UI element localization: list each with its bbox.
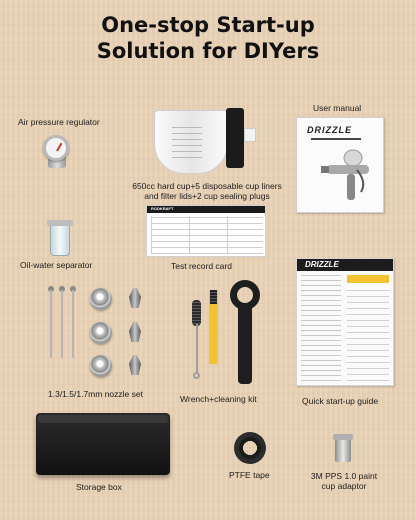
- yellow-brush-bristles: [210, 290, 217, 304]
- air-cap-3: [90, 355, 112, 377]
- separator-label: Oil-water separator: [20, 260, 93, 270]
- cup-measure-lines: [172, 122, 202, 158]
- separator-cap: [47, 220, 73, 226]
- cup-adaptor: [335, 436, 351, 462]
- cup-label-line-2: and filter lids+2 cup sealing plugs: [144, 191, 270, 201]
- box-lid: [38, 415, 168, 423]
- manual-subtitle-line: [311, 138, 361, 140]
- nozzle-set-label: 1.3/1.5/1.7mm nozzle set: [48, 389, 143, 399]
- manual-brand: DRIZZLE: [307, 125, 352, 135]
- brush-bristles: [192, 300, 201, 326]
- guide-label: Quick start-up guide: [302, 396, 379, 406]
- guide-brand: DRIZZLE: [305, 260, 339, 269]
- ptfe-label: PTFE tape: [229, 470, 270, 480]
- needle-1: [50, 290, 52, 358]
- fluid-nozzle-2: [129, 322, 141, 342]
- test-record-card: [146, 205, 266, 257]
- cup-label-line-1: 650cc hard cup+5 disposable cup liners: [132, 181, 282, 191]
- guide-text-left: [301, 275, 341, 381]
- spray-gun-icon: [313, 148, 375, 204]
- regulator-gauge-icon: [43, 135, 69, 161]
- wrench-label: Wrench+cleaning kit: [180, 394, 257, 404]
- fluid-nozzle-1: [129, 288, 141, 308]
- oil-water-separator: [50, 224, 70, 256]
- cup-label: [117, 181, 297, 201]
- user-manual: [296, 117, 384, 213]
- record-card-label: Test record card: [171, 261, 232, 271]
- yellow-brush: [209, 290, 218, 364]
- regulator-label: Air pressure regulator: [18, 117, 100, 127]
- air-cap-2: [90, 322, 112, 344]
- brush-loop: [193, 372, 200, 379]
- fluid-nozzle-3: [129, 355, 141, 375]
- cup-plug: [244, 128, 256, 142]
- page-title: [0, 12, 416, 64]
- needle-3: [72, 290, 74, 358]
- cup-lid: [226, 108, 244, 168]
- adaptor-rim: [333, 434, 353, 440]
- cup-product: [154, 108, 274, 178]
- ptfe-tape: [234, 432, 266, 464]
- guide-yellow-bar: [347, 275, 389, 283]
- wrench-handle: [238, 304, 252, 384]
- adaptor-label-line-1: 3M PPS 1.0 paint: [310, 471, 378, 481]
- guide-text-right: [347, 287, 389, 381]
- adaptor-label: [306, 471, 382, 491]
- title-line-2: Solution for DIYers: [96, 39, 320, 63]
- storage-box: [36, 413, 170, 475]
- air-cap-1: [90, 288, 112, 310]
- manual-label: User manual: [313, 103, 362, 113]
- storage-box-label: Storage box: [76, 482, 122, 492]
- brush-handle: [196, 324, 198, 374]
- title-line-1: One-stop Start-up: [101, 13, 315, 37]
- card-grid: [151, 216, 263, 254]
- needle-2: [61, 290, 63, 358]
- quick-start-guide: [296, 258, 394, 386]
- card-brand: RODKRAFT: [151, 206, 174, 211]
- adaptor-label-line-2: cup adaptor: [321, 481, 367, 491]
